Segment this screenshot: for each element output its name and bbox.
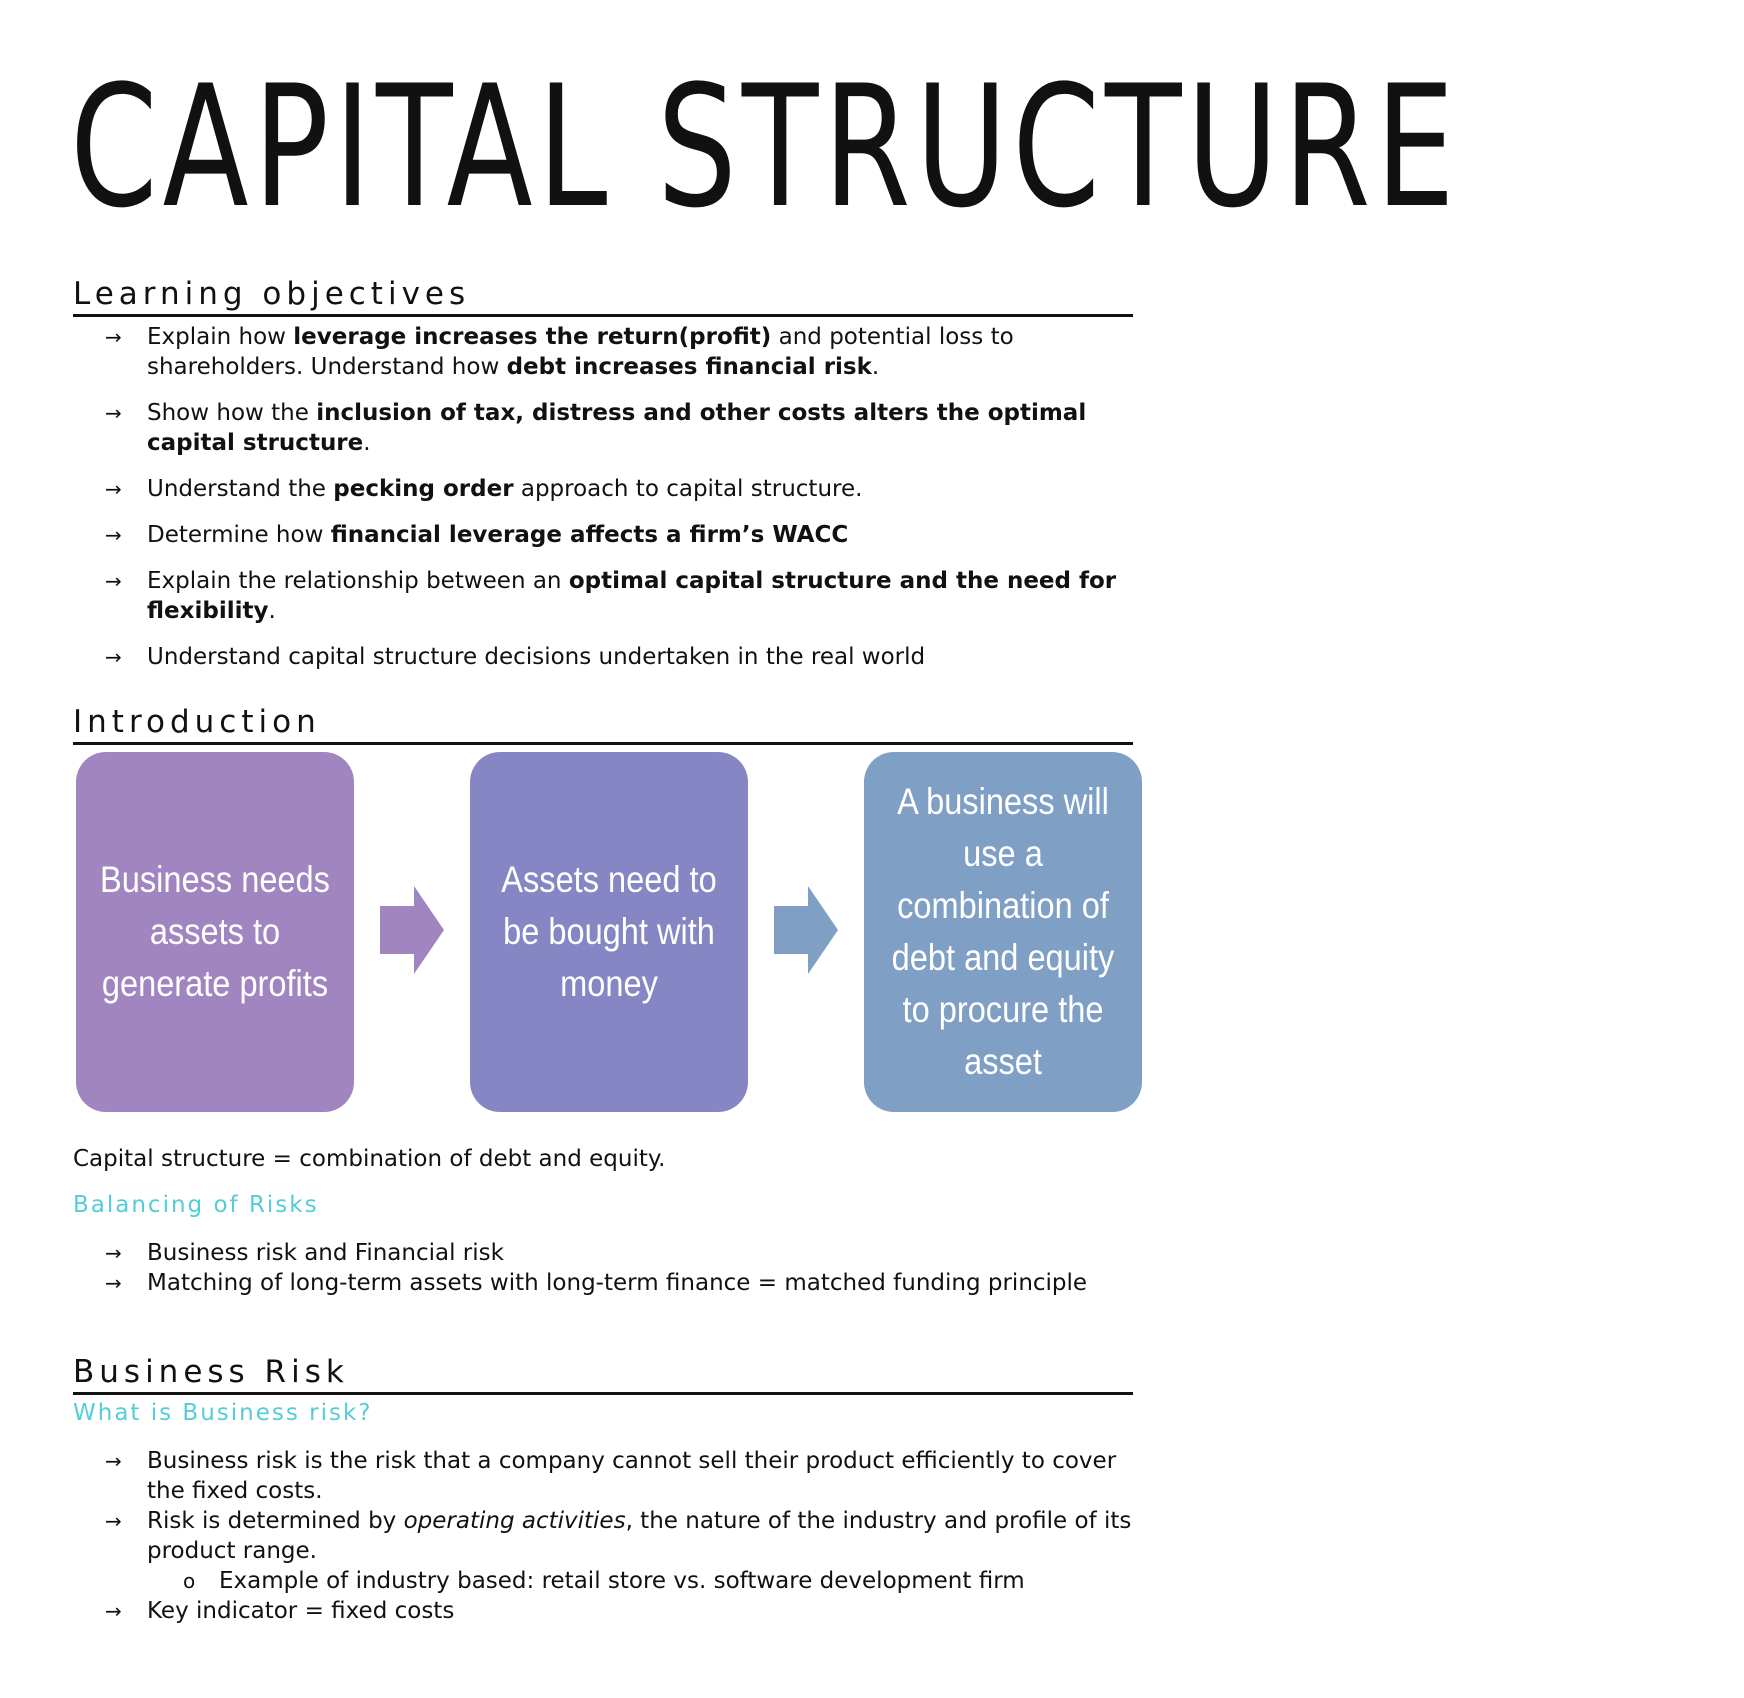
arrow-bullet-icon: →	[105, 569, 122, 593]
list-item: → Key indicator = fixed costs	[105, 1598, 455, 1624]
balancing-of-risks-list	[73, 1238, 1133, 1298]
flow-arrow-2-icon	[774, 886, 838, 974]
list-sub-item: o Example of industry based: retail store vs. software development firm	[183, 1568, 1025, 1594]
capital-structure-definition: Capital structure = combination of debt and equity.	[73, 1146, 666, 1172]
business-risk-heading: Business Risk	[73, 1354, 1133, 1395]
what-is-business-risk-heading: What is Business risk?	[73, 1400, 373, 1426]
arrow-bullet-icon: →	[105, 477, 122, 501]
balancing-of-risks-heading: Balancing of Risks	[73, 1192, 319, 1218]
learning-objectives-list	[73, 322, 1133, 688]
arrow-bullet-icon: →	[105, 325, 122, 349]
learning-objective-item: → Understand the pecking order approach to capital structure.	[105, 476, 863, 502]
business-risk-list	[73, 1446, 1133, 1626]
arrow-bullet-icon: →	[105, 1271, 122, 1295]
flow-box-3: A business will use a combination of debt and equity to procure the asset	[864, 752, 1142, 1112]
learning-objective-item: → Show how the inclusion of tax, distress and other costs alters the optimal capital structure.	[105, 400, 1087, 456]
arrow-bullet-icon: →	[105, 1241, 122, 1265]
arrow-bullet-icon: →	[105, 1449, 122, 1473]
arrow-bullet-icon: →	[105, 1509, 122, 1533]
learning-objective-item: → Understand capital structure decisions undertaken in the real world	[105, 644, 926, 670]
list-item: → Business risk and Financial risk	[105, 1240, 504, 1266]
list-item: → Business risk is the risk that a company cannot sell their product efficiently to cover the fixed costs.	[105, 1448, 1117, 1504]
learning-objectives-heading: Learning objectives	[73, 276, 1133, 317]
arrow-bullet-icon: →	[105, 1599, 122, 1623]
flow-box-2: Assets need to be bought with money	[470, 752, 748, 1112]
learning-objective-item: → Explain the relationship between an optimal capital structure and the need for flexibility.	[105, 568, 1117, 624]
list-item: → Risk is determined by operating activities, the nature of the industry and profile of its product range.	[105, 1508, 1132, 1564]
list-item: → Matching of long-term assets with long-term finance = matched funding principle	[105, 1270, 1088, 1296]
arrow-bullet-icon: →	[105, 523, 122, 547]
learning-objective-item: → Determine how financial leverage affects a firm’s WACC	[105, 522, 849, 548]
arrow-bullet-icon: →	[105, 645, 122, 669]
page-title: CAPITAL STRUCTURE	[70, 49, 1460, 245]
flow-arrow-1-icon	[380, 886, 444, 974]
circle-bullet-icon: o	[183, 1569, 196, 1593]
flow-box-1: Business needs assets to generate profits	[76, 752, 354, 1112]
arrow-bullet-icon: →	[105, 401, 122, 425]
introduction-heading: Introduction	[73, 704, 1133, 745]
learning-objective-item: → Explain how leverage increases the return(profit) and potential loss to shareholders. Understand how debt increases financial risk.	[105, 324, 1014, 380]
